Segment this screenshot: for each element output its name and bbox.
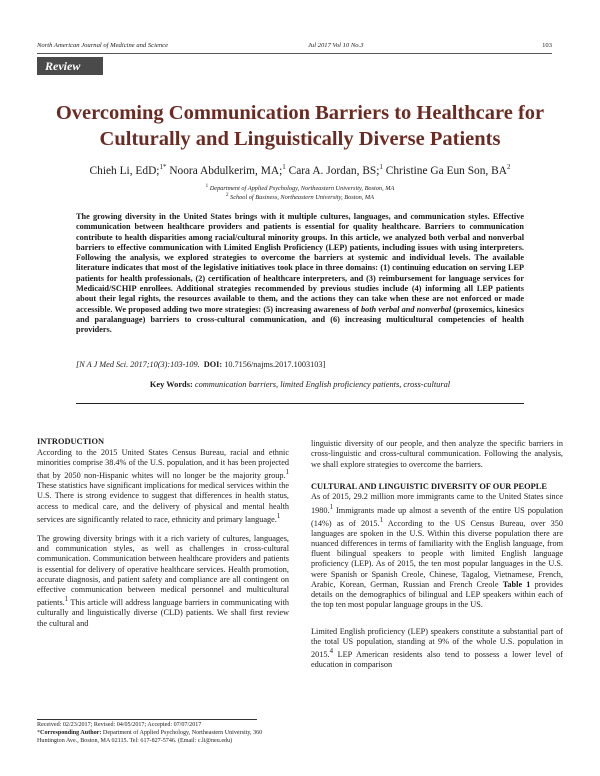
keywords-value: communication barriers, limited English proficiency patients, cross-cultural [192, 380, 451, 389]
author-affil-sup: 1 [159, 163, 163, 171]
corresponding-label: Corresponding Author: [40, 729, 102, 736]
abstract-text: The growing diversity in the United States brings with it multiple cultures, languages, and communication styles. Effective communication between healthcare providers and patients is essential for quality healthcare. Barriers to communication contribute to health disparities among racial/cultural minority groups. In this article, we analyzed both verbal and nonverbal barriers to effective communication with Limited English Proficiency (LEP) patients, including issues with using interpreters. Following the analysis, we explored strategies to overcome the barriers at systemic and individual levels. The available literature indicates that most of the legislative initiatives took place in three domains: (1) continuing education on serving LEP patients for health professionals, (2) certification of healthcare interpreters, and (3) reimbursement for language services for Medicaid/SCHIP enrollees. Additional strategies recommended by previous studies include (4) informing all LEP patients about their legal rights, the resources available to them, and the actions they can take when these are not enforced or made accessible. We proposed adding two more strategies: (5) increasing awareness of [76, 212, 524, 314]
corresponding-mark: * [162, 163, 167, 171]
affiliation-text: Department of Applied Psychology, Northeastern University, Boston, MA [208, 185, 395, 193]
section-heading-introduction: INTRODUCTION [37, 437, 105, 446]
paragraph-text: According to the US Census Bureau, over 350 languages are spoken in the U.S. Within this diverse population there are nuanced differences in terms of familiarity with the English language, from fluent bilingual speakers to people with limited English language proficiency (LEP). As of 2015, the ten most popular languages in the U.S. were Spanish or Spanish Creole, Chinese, Tagalog, Vietnamese, French, Arabic, Korean, German, Russian and French Creole [311, 518, 563, 589]
paragraph [37, 448, 289, 525]
paragraph [311, 492, 563, 610]
paragraph-text: These statistics have significant implications for medical services within the U.S. There is strong evidence to suggest that differences in health status, access to medical care, and the delivery of physical and mental health services are significantly related to race, ethnicity and primary language. [37, 481, 289, 524]
abstract-text-end: (proxemics, kinesics and paralanguage) barriers to cross-cultural communication, and (6) increasing multicultural competencies of health providers. [76, 304, 524, 335]
corresponding-text: Department of Applied Psychology, Northeastern University, 360 Huntington Ave., Boston, MA 02115. Tel: 617-827-5746. (Email: c.li@neu.edu) [37, 729, 263, 744]
paragraph-text: The growing diversity brings with it a rich variety of cultures, languages, and communication styles, as well as challenges in cross-cultural communication. Communication between healthcare providers and patients is essential for delivery of operative healthcare services. Health promotion, accurate diagnosis, and patient safety and compliance are all contingent on effective communication between medical personnel and multicultural patients. [37, 533, 289, 607]
page-number: 103 [542, 42, 552, 49]
journal-name: North American Journal of Medicine and Science [37, 42, 168, 49]
paragraph-text: provides details on the demographics of bilingual and LEP speakers within each of the top ten most popular language groups in the US. [311, 579, 563, 610]
table-reference: Table 1 [502, 579, 531, 589]
footnote-rule [37, 719, 257, 720]
section-tag: Review [37, 57, 103, 75]
author-name: Chieh Li, EdD; [89, 164, 160, 177]
author-affil-sup: 1 [282, 163, 286, 171]
footnote-dates: Received: 02/23/2017; Revised: 04/05/2017; Accepted: 07/07/2017 [37, 722, 202, 728]
right-column [311, 439, 563, 670]
citation-ref: [N A J Med Sci. 2017;10(3):103-109. [76, 360, 200, 369]
author-affil-sup: 1 [379, 163, 383, 171]
issue-info: Jul 2017 Vol 10 No.3 [308, 42, 364, 49]
keywords-label: Key Words: [149, 380, 193, 389]
paragraph-text: LEP American residents also tend to possess a lower level of education in comparison [311, 649, 563, 669]
paragraph-text: Immigrants made up almost a seventh of the entire US population (14%) as of 2015. [311, 505, 563, 528]
citation-line [76, 360, 524, 370]
footnote [37, 722, 289, 746]
article-title: Overcoming Communication Barriers to Healthcare for Culturally and Linguistically Diverse Patients [55, 102, 545, 150]
citation-sup: 1 [64, 596, 69, 604]
section-heading-diversity: CULTURAL AND LINGUISTIC DIVERSITY OF OUR PEOPLE [311, 481, 547, 491]
abstract-emphasis: both verbal and nonverbal [360, 304, 452, 314]
citation-sup: 1 [285, 469, 289, 476]
author-name: Christine Ga Eun Son, BA [382, 164, 507, 177]
citation-sup: 1 [379, 516, 384, 524]
affiliation-sup: 2 [225, 193, 229, 198]
paragraph-text: This article will address language barriers in communicating with culturally and linguistically diverse (CLD) patients. We shall first review the cultural and [37, 598, 289, 628]
author-name: Noora Abdulkerim, MA; [166, 164, 283, 177]
left-column [37, 437, 289, 629]
header-rule [37, 53, 552, 54]
citation-sup: 1 [276, 512, 281, 520]
author-list [20, 160, 580, 178]
paragraph-text: According to the 2015 United States Census Bureau, racial and ethnic minorities comprise 38.4% of the U.S. population, and it has been projected that by 2050 non-Hispanic whites will no longer be the majority group. [37, 447, 289, 480]
author-affil-sup: 2 [506, 163, 511, 171]
paragraph-continued: linguistic diversity of our people, and then analyze the specific barriers in cross-linguistic and cross-cultural communication. Following the analysis, we shall explore strategies to overcome the barriers. [311, 439, 563, 469]
citation-sup: 1 [329, 503, 333, 511]
doi-value: 10.7156/najms.2017.1003103] [222, 360, 326, 369]
paragraph-text: Limited English proficiency (LEP) speakers constitute a substantial part of the total US population, standing at 9% of the whole U.S. population in 2015. [311, 626, 563, 659]
doi-label: DOI: [203, 360, 223, 369]
abstract [76, 212, 524, 336]
keywords [0, 380, 600, 390]
citation-sup: 4 [329, 648, 333, 655]
affiliation-sup: 1 [205, 184, 209, 189]
paragraph-text: As of 2015, 29.2 million more immigrants came to the United States since 1980. [311, 492, 563, 515]
footnote-correspondence [37, 730, 289, 746]
paragraph [37, 534, 289, 629]
affiliation-2 [0, 192, 600, 202]
running-header [37, 42, 552, 52]
affiliation-text: School of Business, Northeastern University, Boston, MA [228, 194, 375, 202]
keywords-rule [76, 403, 524, 404]
author-name: Cara A. Jordan, BS; [285, 164, 380, 177]
corresponding-mark: * [37, 729, 41, 736]
paragraph [311, 627, 563, 671]
